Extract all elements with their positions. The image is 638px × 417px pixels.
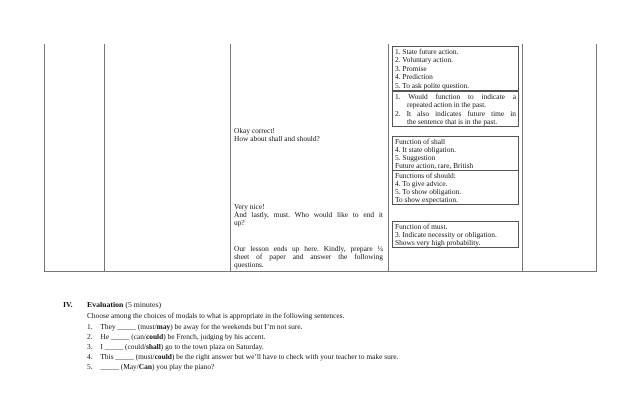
evaluation-item (87, 362, 214, 371)
must-item-1: 3. Indicate necessity or obligation. (395, 229, 497, 239)
item-text-after: ) you play the piano? (151, 362, 215, 371)
will-item-5: 5. To ask polite question. (395, 80, 470, 90)
shall-heading: Function of shall (395, 136, 446, 146)
will-item-2: 2. Voluntary action. (395, 55, 454, 65)
evaluation-numeral: IV. (63, 300, 73, 309)
item-text-before: They _____ (must/ (100, 322, 157, 331)
dialogue-okay: Okay correct! (234, 126, 275, 135)
should-heading: Functions of should: (395, 170, 456, 180)
will-item-3: 3. Promise (395, 63, 427, 73)
must-item-2: Shows very high probability. (395, 238, 481, 248)
item-text-after: ) be away for the weekends but I’m not sure. (170, 322, 303, 331)
should-item-3: To show expectation. (395, 195, 458, 205)
will-item-1: 1. State future action. (395, 47, 459, 56)
item-number: 1. (87, 322, 93, 331)
item-number: 5. (87, 362, 93, 371)
dialogue-ends-line-1: Our lesson ends up here. Kindly, prepare ¼ (234, 244, 383, 253)
dialogue-lastly-line-1: And lastly, must. Who would like to end it (234, 210, 383, 219)
should-item-2: 5. To show obligation. (395, 187, 462, 197)
dialogue-lastly-line-2: up? (234, 218, 245, 227)
item-text-after: ) be the right answer but we’ll have to check with your teacher to make sure. (171, 352, 399, 361)
evaluation-item (87, 342, 264, 351)
will-item-4: 4. Prediction (395, 72, 433, 82)
evaluation-instruction: Choose among the choices of modals to what is appropriate in the following sentences. (87, 311, 345, 320)
dialogue-ends-line-2: sheet of paper and answer the following (234, 252, 383, 261)
item-text-after: ) go to the town plaza on Saturday. (160, 342, 264, 351)
evaluation-title: Evaluation (87, 300, 124, 309)
would-item-1-line-1: 1. Would function to indicate a (395, 92, 516, 101)
item-number: 3. (87, 342, 93, 351)
would-item-2-line-1: 2. It also indicates future time in (395, 108, 516, 118)
evaluation-heading (87, 300, 161, 309)
item-text-before: _____ (May/ (100, 362, 139, 371)
evaluation-item (87, 322, 302, 331)
dialogue-ends-line-3: questions. (234, 260, 264, 269)
evaluation-item (87, 332, 265, 341)
item-number: 2. (87, 332, 93, 341)
item-number: 4. (87, 352, 93, 361)
should-item-1: 4. To give advice. (395, 178, 448, 188)
shall-item-2: 5. Suggestion (395, 153, 436, 163)
dialogue-how-about: How about shall and should? (234, 134, 320, 143)
item-answer: could (154, 352, 172, 361)
shall-item-1: 4. It state obligation. (395, 144, 456, 154)
item-answer: shall (145, 342, 161, 351)
would-item-1-line-2: repeated action in the past. (407, 100, 487, 110)
item-text-before: I _____ (could/ (100, 342, 146, 351)
item-answer: Can (138, 362, 152, 371)
item-text-before: This _____ (must/ (100, 352, 155, 361)
item-text-after: ) be French, judging by his accent. (163, 332, 266, 341)
dialogue-very-nice: Very nice! (234, 202, 265, 211)
item-answer: could (145, 332, 164, 341)
item-text-before: He _____ (can/ (100, 332, 146, 341)
item-answer: may (156, 322, 171, 331)
shall-item-3: Future action, rare, British (395, 161, 474, 171)
evaluation-item (87, 352, 398, 361)
evaluation-duration: (5 minutes) (125, 300, 162, 309)
would-item-2-line-2: the sentence that is in the past. (407, 117, 498, 127)
must-heading: Function of must. (395, 221, 448, 231)
